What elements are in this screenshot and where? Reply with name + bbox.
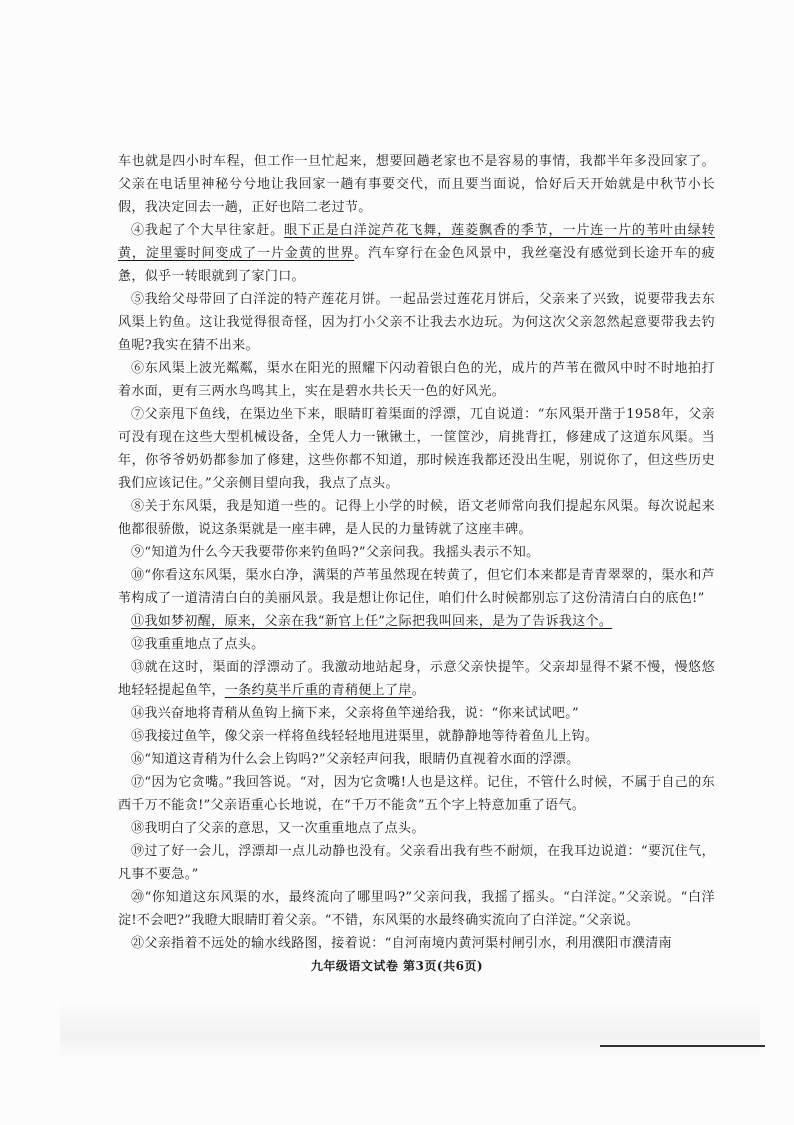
paragraph-p21 [118,932,715,955]
article-body [118,150,715,955]
paragraph-text: 车也就是四小时车程，但工作一旦忙起来，想要回趟老家也不是容易的事情，我都半年多没回家了。父亲在电话里神秘兮兮地让我回家一趟有事要交代，而且要当面说，恰好后天开始就是中秋节小长假，我决定回去一趟，正好也陪二老过节。 [118,154,715,215]
paragraph-p13 [118,656,715,702]
paragraph-text: ⑥东风渠上波光粼粼，渠水在阳光的照耀下闪动着银白色的光，成片的芦苇在微风中时不时地拍打着水面，更有三两水鸟鸣其上，实在是碧水共长天一色的好风光。 [118,361,715,399]
paragraph-p18 [118,817,715,840]
paragraph-text: ⑯“知道这青稍为什么会上钩吗?”父亲轻声问我，眼睛仍直视着水面的浮漂。 [131,752,580,767]
paragraph-text: ⑧关于东风渠，我是知道一些的。记得上小学的时候，语文老师常向我们提起东风渠。每次说起来他都很骄傲，说这条渠就是一座丰碑，是人民的力量铸就了这座丰碑。 [118,499,715,537]
paragraph-p14 [118,702,715,725]
paragraph-p10 [118,564,715,610]
paragraph-p4 [118,219,715,288]
underlined-sentence: ⑪我如梦初醒，原来，父亲在我“新官上任”之际把我叫回来，是为了告诉我这个。 [131,614,613,629]
paragraph-p6 [118,357,715,403]
page-footer: 九年级语文试卷 第3页(共6页) [310,959,484,973]
paragraph-p12 [118,633,715,656]
paragraph-text: ⑬就在这时，渠面的浮漂动了。我激动地站起身，示意父亲快提竿。父亲却显得不紧不慢，慢悠悠地轻轻提起鱼竿， [118,660,715,698]
paragraph-text: ⑩“你看这东风渠，渠水白净，满渠的芦苇虽然现在转黄了，但它们本来都是青青翠翠的，渠水和芦苇构成了一道清清白白的美丽风景。我是想让你记住，咱们什么时候都别忘了这份清清白白的底色!” [118,568,715,606]
paragraph-p-cont [118,150,715,219]
paragraph-p19 [118,840,715,886]
paragraph-text: 。汽车穿行在金色风景中，我丝毫没有感觉到长途开车的疲惫，似乎一转眼就到了家门口。 [118,246,715,284]
paragraph-p5 [118,288,715,357]
paragraph-text: ⑤我给父母带回了白洋淀的特产莲花月饼。一起品尝过莲花月饼后，父亲来了兴致，说要带我去东风渠上钓鱼。这让我觉得很奇怪，因为打小父亲不让我去水边玩。为何这次父亲忽然起意要带我去钓鱼呢?我实在猜不出来。 [118,292,715,353]
underlined-sentence: 眼下正是白洋淀芦花飞舞，莲菱飘香的季节，一片连一片的苇叶由绿转黄，淀里霎时间变成了一片金黄的世界 [118,223,715,261]
paragraph-p9 [118,541,715,564]
paragraph-text: ⑰“因为它贪嘴。”我回答说。“对，因为它贪嘴!人也是这样。记住，不管什么时候，不属于自己的东西千万不能贪!”父亲语重心长地说，在“千万不能贪”五个字上特意加重了语气。 [118,775,715,813]
paragraph-p8 [118,495,715,541]
paragraph-p20 [118,886,715,932]
paragraph-text: 。 [411,683,426,698]
paragraph-p16 [118,748,715,771]
paragraph-text: ⑫我重重地点了点头。 [131,637,265,652]
bottom-rule [600,1045,765,1047]
paragraph-text: ④我起了个大早往家赶。 [131,223,285,238]
scan-shadow [60,1000,760,1060]
paragraph-p15 [118,725,715,748]
paragraph-p11 [118,610,715,633]
underlined-sentence: 一条约莫半斤重的青稍便上了岸 [224,683,412,698]
paragraph-text: ⑲过了好一会儿，浮漂却一点儿动静也没有。父亲看出我有些不耐烦，在我耳边说道：“要沉住气，凡事不要急。” [118,844,715,882]
paragraph-text: ⑦父亲甩下鱼线，在渠边坐下来，眼睛盯着渠面的浮漂，兀自说道：“东风渠开凿于1958年，父亲可没有现在这些大型机械设备，全凭人力一锹锹土，一筐筐沙，肩挑背扛，修建成了这道东风渠。当年，你爷爷奶奶都参加了修建，这些你都不知道，那时候连我都还没出生呢，别说你了，但这些历史我们应该记住。”父亲侧目望向我，我点了点头。 [118,407,715,491]
paragraph-text: ⑮我接过鱼竿，像父亲一样将鱼线轻轻地甩进渠里，就静静地等待着鱼儿上钩。 [131,729,599,744]
paragraph-p17 [118,771,715,817]
paragraph-text: ㉑父亲指着不远处的输水线路图，接着说：“自河南境内黄河渠村闸引水，利用濮阳市濮清南 [131,936,672,951]
paragraph-text: ⑱我明白了父亲的意思，又一次重重地点了点头。 [131,821,425,836]
paragraph-text: ⑨“知道为什么今天我要带你来钓鱼吗?”父亲问我。我摇头表示不知。 [131,545,540,560]
paragraph-p7 [118,403,715,495]
paragraph-text: ⑭我兴奋地将青稍从鱼钩上摘下来，父亲将鱼竿递给我，说：“你来试试吧。” [131,706,580,721]
paragraph-text: ⑳“你知道这东风渠的水，最终流向了哪里吗?”父亲问我，我摇了摇头。“白洋淀。”父亲说。“白洋淀!不会吧?”我瞪大眼睛盯着父亲。“不错，东风渠的水最终确实流向了白洋淀。”父亲说。 [118,890,715,928]
